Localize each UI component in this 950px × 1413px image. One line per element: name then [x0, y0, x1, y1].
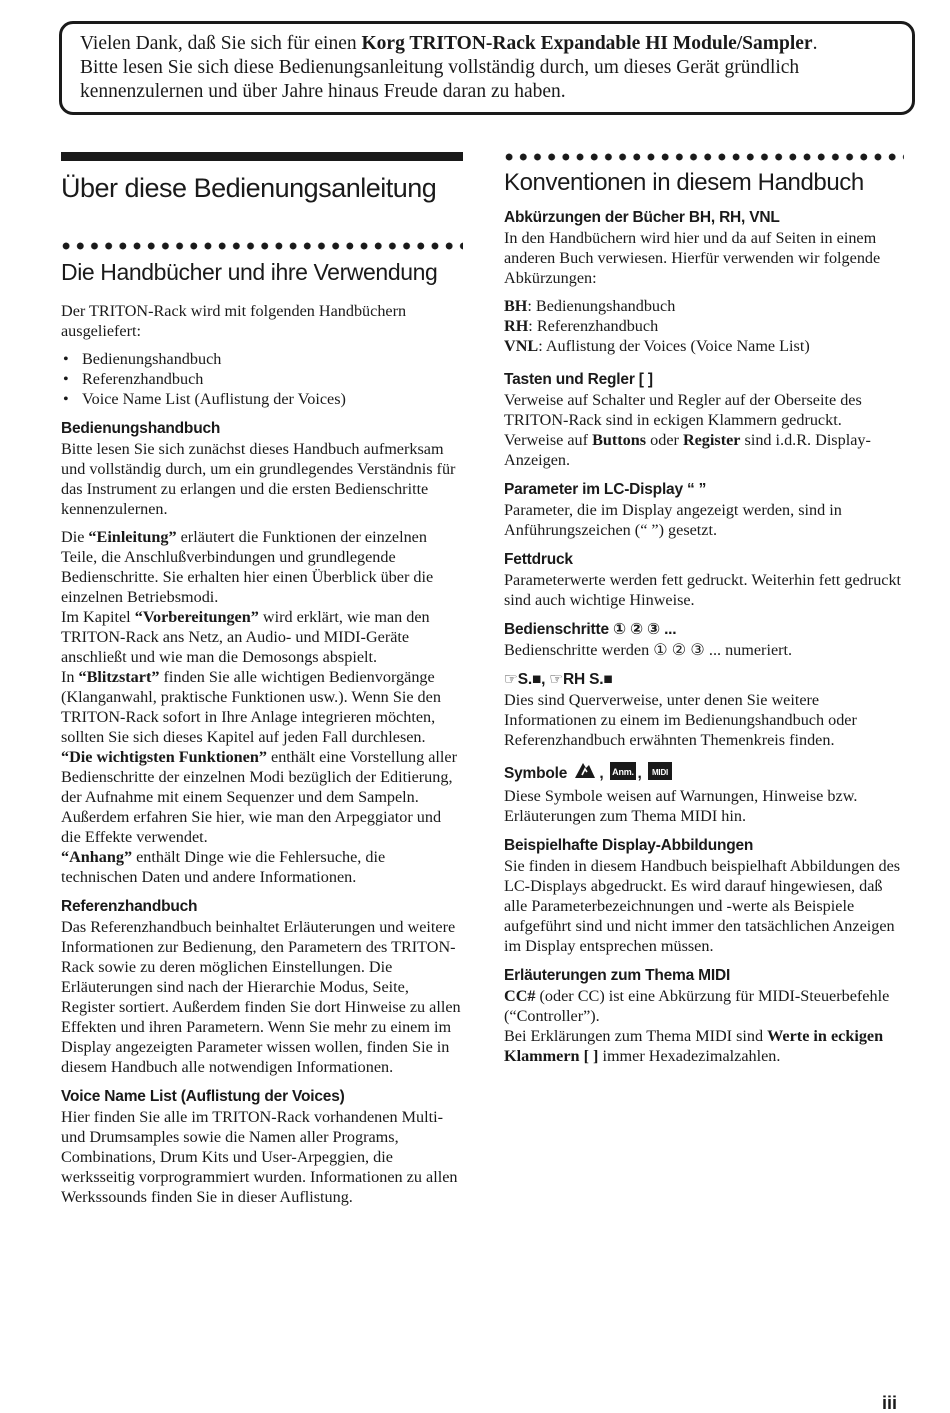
section-fettdruck [504, 550, 904, 610]
heading-display-abbildungen: Beispielhafte Display-Abbildungen [504, 837, 754, 854]
paragraph-chapters: Die “Einleitung” erläutert die Funktionen der einzelnen Teile, die Anschlußverbindungen und grundlegende Bedienschritte. Sie erhalten hier einen Überblick über die einzelnen Betriebsmodi. Im Kapitel “Vorbereitungen” wird erklärt, wie man den TRITON-Rack ans Netz, an Audio- und MIDI-Geräte anschließt und wie man die Demosongs abspielt. In “Blitzstart” finden Sie alle wichtigen Bedienvorgänge (Klanganwahl, praktische Funktionen usw.). Wenn Sie den TRITON-Rack sofort in Ihre Anlage integrieren möchten, sollten Sie sich dieses Kapitel auf jeden Fall durchlesen. “Die wichtigsten Funktionen” enthält eine Vorstellung aller Bedienschritte der einzelnen Modi bezüglich der Editierung, der Aufnahme mit einem Sequenzer und dem Sampeln. Außerdem erfahren Sie hier, wie man den Arpeggiator und die Effekte verwendet. “Anhang” enthält Dinge wie die Fehlersuche, die technischen Daten und andere Informationen. [61, 528, 457, 886]
section-midi [504, 966, 904, 1066]
section-tasten [504, 370, 904, 470]
svg-text:MIDI: MIDI [651, 768, 668, 777]
section-display-abbildungen [504, 836, 904, 956]
section-symbole [504, 760, 904, 826]
abbr-item: VNL: Auflistung der Voices (Voice Name List) [504, 337, 810, 355]
section-bedienungshandbuch [61, 419, 463, 887]
warning-icon [573, 760, 597, 786]
paragraph: Parameterwerte werden fett gedruckt. Weiterhin fett gedruckt sind auch wichtige Hinweise. [504, 571, 902, 609]
paragraph: Dies sind Querverweise, unter denen Sie weitere Informationen zu einem im Bedienungshandbuch oder Referenzhandbuch erwähnten Themenkreis finden. [504, 691, 857, 749]
heading-tasten: Tasten und Regler [ ] [504, 371, 653, 388]
heading-parameter: Parameter im LC-Display “ ” [504, 481, 707, 498]
heading-voice-name-list: Voice Name List (Auflistung der Voices) [61, 1088, 345, 1105]
heading-symbole: Symbole , Anm. , MIDI [504, 760, 904, 786]
page-title: Über diese Bedienungsanleitung [61, 173, 437, 203]
section-parameter [504, 480, 904, 540]
section-abkuerzungen [504, 208, 904, 356]
svg-text:Anm.: Anm. [611, 767, 634, 777]
heading-bedienungshandbuch: Bedienungshandbuch [61, 420, 221, 437]
paragraph: Das Referenzhandbuch beinhaltet Erläuterungen und weitere Informationen zur Bedienung, den Parametern des TRITON-Rack sowie zu deren möglichen Einstellungen. Die Erläuterungen sind nach der Hierarchie Modus, Seite, Register sortiert. Außerdem finden Sie dort Hinweise zu allen Effekten und ihren Parametern. Wenn Sie mehr zu einem im Display angezeigten Parameter wissen wollen, finden Sie in diesem Handbuch alle notwendigen Informationen. [61, 918, 461, 1076]
lead-paragraph: Der TRITON-Rack wird mit folgenden Handbüchern ausgeliefert: [61, 302, 407, 340]
abbr-item: RH: Referenzhandbuch [504, 317, 659, 335]
section-voice-name-list [61, 1087, 463, 1207]
right-column [504, 152, 904, 1076]
section-bedienschritte [504, 620, 904, 660]
paragraph: CC# (oder CC) ist eine Abkürzung für MIDI-Steuerbefehle (“Controller”). Bei Erklärungen zum Thema MIDI sind Werte in eckigen Klammern [ ] immer Hexadezimalzahlen. [504, 987, 890, 1065]
intro-text-1-end: . [812, 33, 818, 54]
intro-text-2: Bitte lesen Sie sich diese Bedienungsanleitung vollständig durch, um dieses Gerät gründlich kennenzulernen und über Jahre hinaus Freude daran zu haben. [80, 57, 800, 102]
heading-referenzhandbuch: Referenzhandbuch [61, 898, 198, 915]
list-item: • Bedienungshandbuch [61, 349, 463, 369]
heading-abkuerzungen: Abkürzungen der Bücher BH, RH, VNL [504, 209, 780, 226]
list-item: • Referenzhandbuch [61, 369, 463, 389]
section-title-handbuecher: Die Handbücher und ihre Verwendung [61, 259, 438, 285]
paragraph: Diese Symbole weisen auf Warnungen, Hinweise bzw. Erläuterungen zum Thema MIDI hin. [504, 787, 858, 825]
note-icon [610, 762, 636, 786]
dot-divider [61, 241, 463, 251]
intro-text-1: Vielen Dank, daß Sie sich für einen [80, 33, 362, 54]
paragraph: Bitte lesen Sie sich zunächst dieses Handbuch aufmerksam und vollständig durch, um ein grundlegendes Verständnis für das Instrument zu erlangen und die ersten Bedienschritte kennenzulernen. [61, 440, 456, 518]
paragraph: In den Handbüchern wird hier und da auf Seiten in einem anderen Buch verwiesen. Hierfür verwenden wir folgende Abkürzungen: [504, 229, 881, 287]
paragraph: Parameter, die im Display angezeigt werden, sind in Anführungszeichen (“ ”) gesetzt. [504, 501, 842, 539]
midi-icon [648, 762, 672, 786]
section-referenzhandbuch [61, 897, 463, 1077]
list-item: • Voice Name List (Auflistung der Voices) [61, 389, 463, 409]
heading-bedienschritte: Bedienschritte ① ② ③ ... [504, 621, 677, 638]
heading-fettdruck: Fettdruck [504, 551, 573, 568]
section-querverweise [504, 670, 904, 750]
intro-box [59, 21, 915, 115]
title-bar [61, 152, 463, 161]
section-title-konventionen: Konventionen in diesem Handbuch [504, 169, 864, 196]
paragraph: Bedienschritte werden ① ② ③ ... numeriert. [504, 641, 793, 659]
intro-product-name: Korg TRITON-Rack Expandable HI Module/Sampler [361, 33, 813, 54]
page-number: iii [882, 1393, 898, 1413]
dot-divider [504, 152, 904, 162]
left-column [61, 152, 463, 1217]
manual-list [61, 349, 463, 409]
paragraph: Verweise auf Schalter und Regler auf der Oberseite des TRITON-Rack sind in eckigen Klammern gedruckt. Verweise auf Buttons oder Register sind i.d.R. Display-Anzeigen. [504, 391, 871, 469]
heading-midi: Erläuterungen zum Thema MIDI [504, 967, 731, 984]
heading-querverweise: ☞S.■, ☞RH S.■ [504, 671, 613, 688]
paragraph: Sie finden in diesem Handbuch beispielhaft Abbildungen des LC-Displays abgedruckt. Es wird darauf hingewiesen, daß alle Parameterbezeichnungen und -werte als Beispiele aufgeführt sind und nicht immer den tatsächlichen Anzeigen im Display entsprechen müssen. [504, 857, 901, 955]
paragraph: Hier finden Sie alle im TRITON-Rack vorhandenen Multi- und Drumsamples sowie die Namen aller Programs, Combinations, Drum Kits und User-Arpeggien, die werksseitig vorprogrammiert wurden. Informationen zu allen Werkssounds finden Sie in dieser Auflistung. [61, 1108, 458, 1206]
abbr-item: BH: Bedienungshandbuch [504, 297, 676, 315]
